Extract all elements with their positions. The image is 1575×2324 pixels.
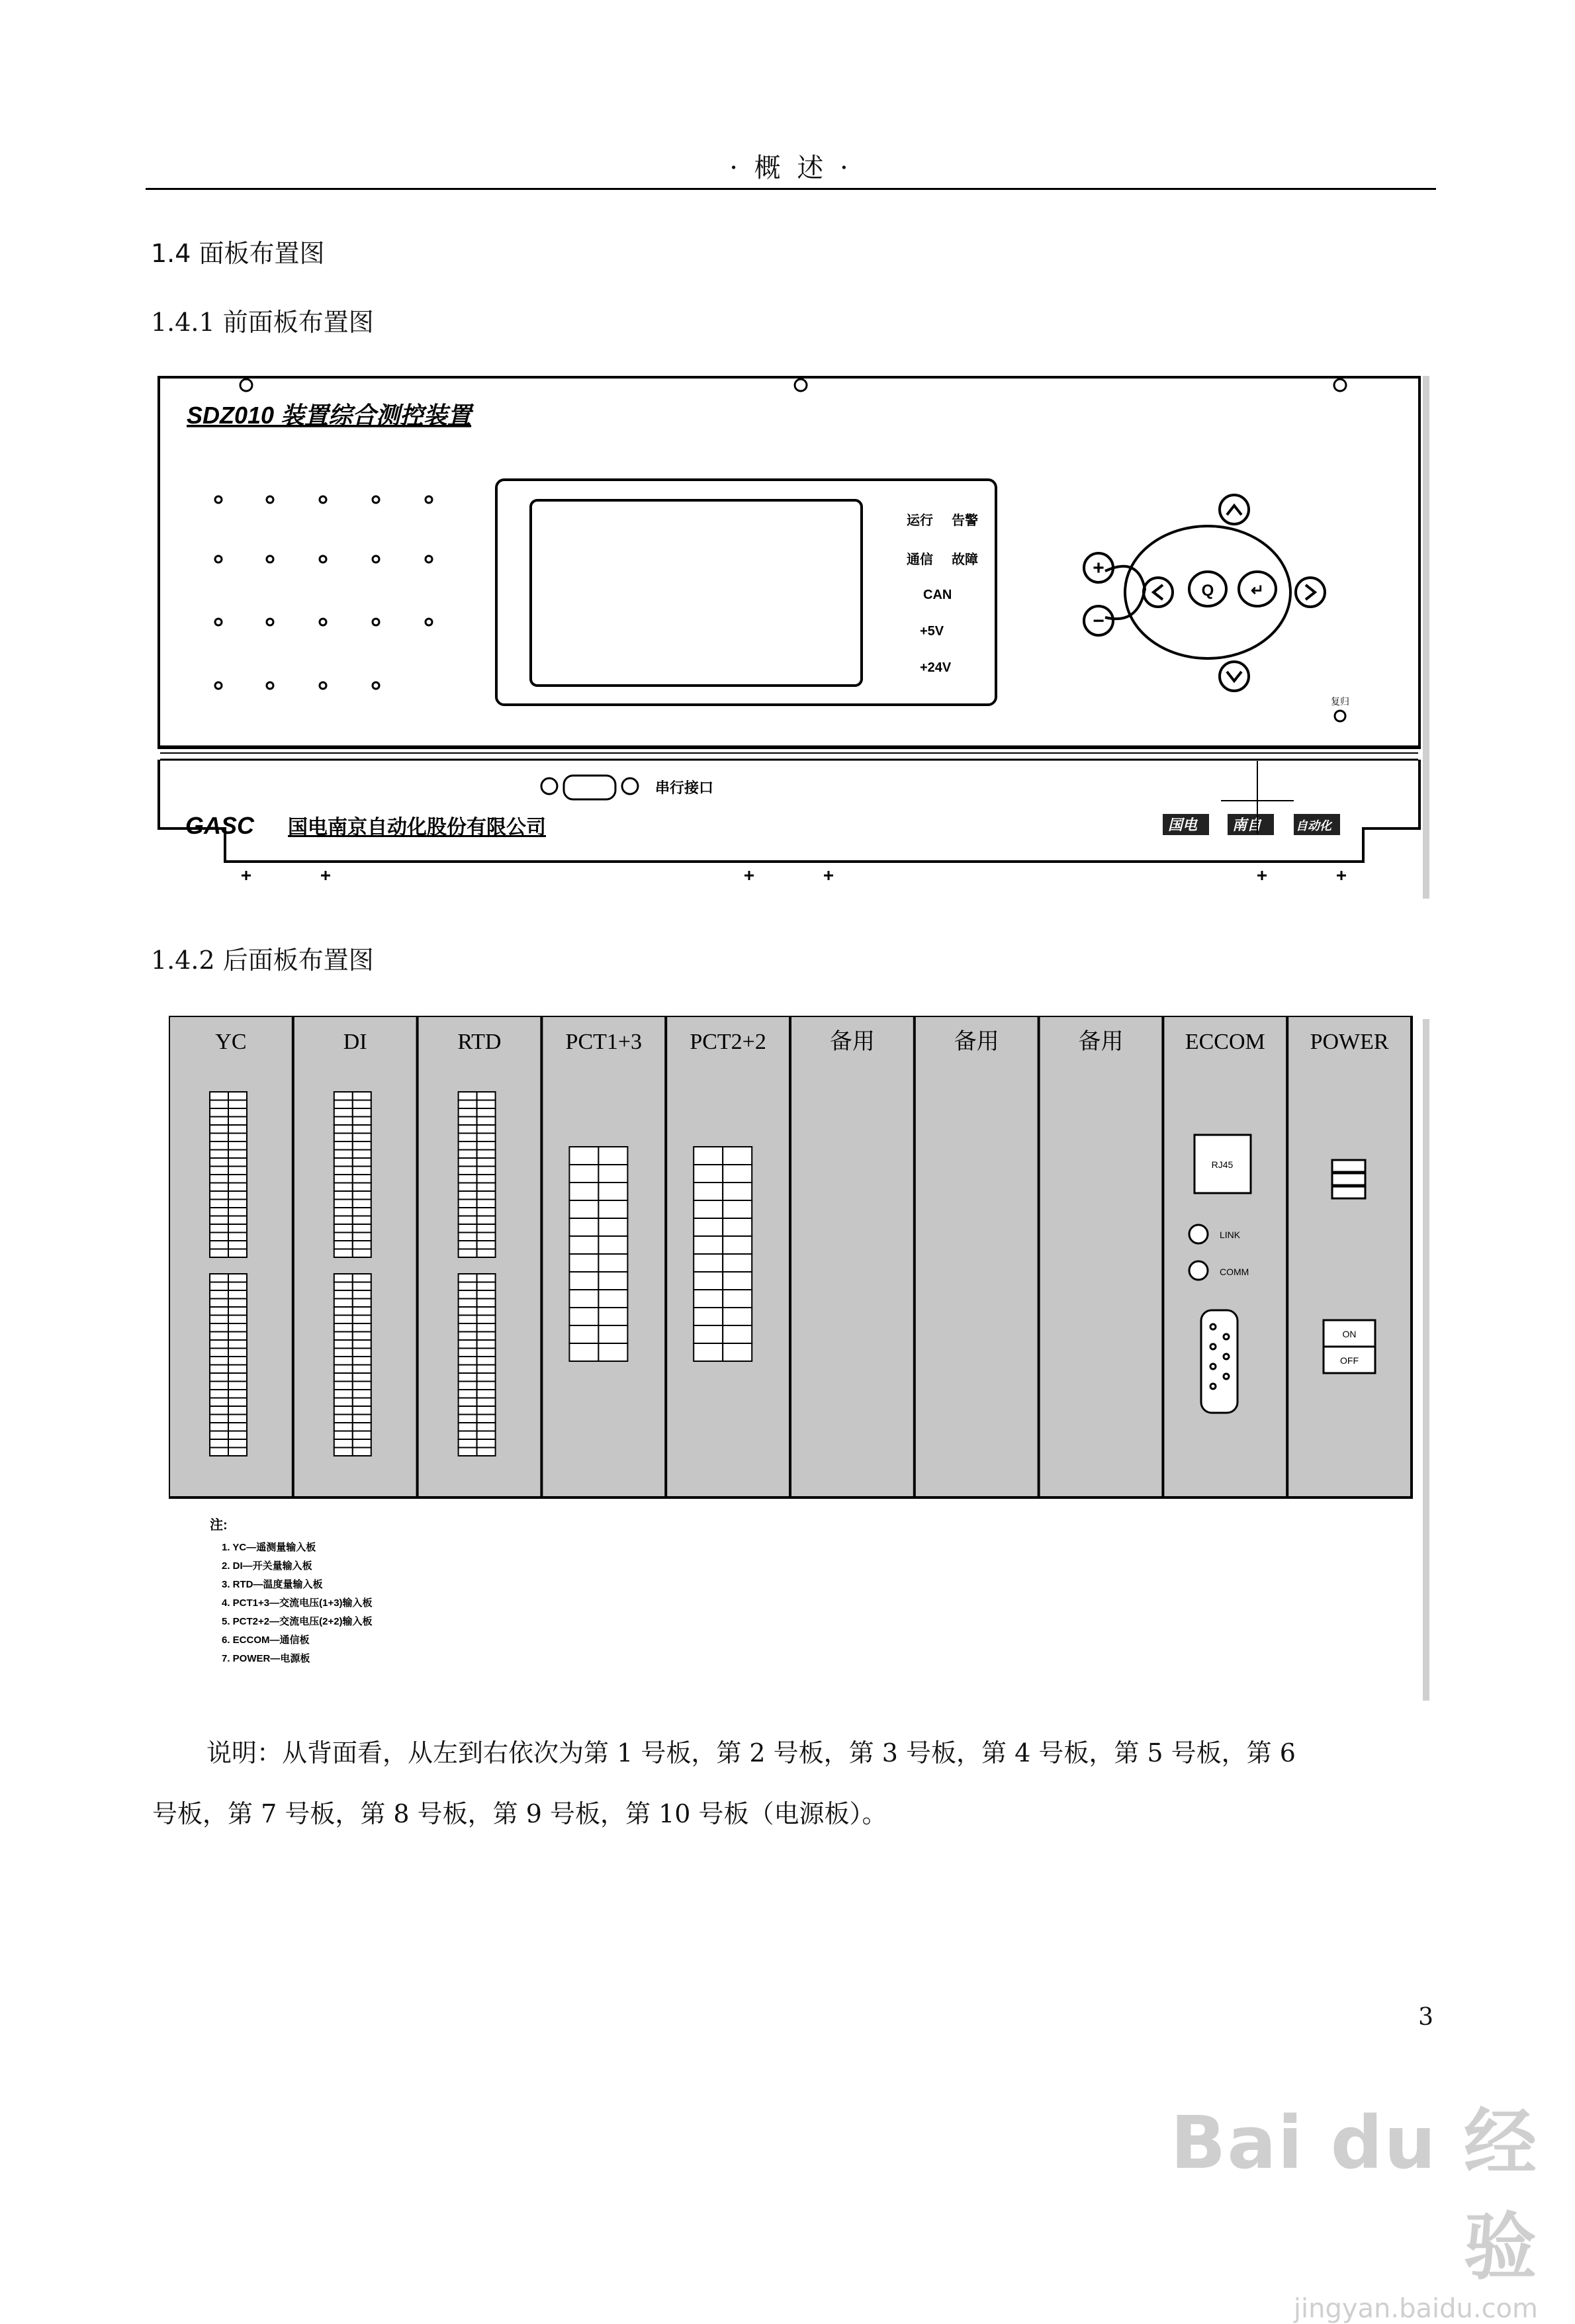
badge-2: 南自 (1232, 817, 1262, 833)
board-name-8: 备用 (1078, 1030, 1124, 1054)
note-3: 3. RTD—温度量输入板 (222, 1579, 323, 1590)
terminal-block (210, 1092, 247, 1257)
front-panel-subtitle: 1.4.1 前面板布置图 (151, 308, 374, 337)
db9-connector (1201, 1310, 1238, 1413)
watermark-url: jingyan.baidu.com (1293, 2294, 1538, 2324)
eccom-led-1 (1189, 1225, 1208, 1243)
rear-panel-subtitle: 1.4.2 后面板布置图 (151, 946, 374, 975)
power-on-label: ON (1342, 1329, 1357, 1339)
enter-key[interactable]: ↵ (1250, 582, 1265, 600)
board-name-10: POWER (1310, 1030, 1389, 1054)
reset-label: 复归 (1331, 696, 1349, 707)
bottom-screws (242, 871, 1346, 880)
note-4: 4. PCT1+3—交流电压(1+3)输入板 (222, 1597, 373, 1609)
terminal-block (459, 1274, 496, 1456)
company-logo: GASC (185, 812, 255, 839)
board-name-6: 备用 (829, 1030, 875, 1054)
description-line-2: 号板，第 7 号板，第 8 号板，第 9 号板，第 10 号板（电源板）。 (152, 1799, 887, 1828)
led-label-can: CAN (923, 588, 952, 602)
lcd-screen (531, 500, 862, 686)
badge-3: 自动化 (1296, 819, 1331, 832)
eccom-led1-label: LINK (1220, 1229, 1241, 1240)
q-key[interactable]: Q (1201, 582, 1214, 600)
rear-panel-diagram (169, 1016, 1433, 1704)
page-number: 3 (1418, 2004, 1433, 2031)
power-terminal (1332, 1160, 1365, 1198)
terminal-block (569, 1147, 627, 1361)
board-name-4: PCT1+3 (565, 1030, 643, 1054)
terminal-block (694, 1147, 752, 1361)
page-header: · 概 述 · (729, 153, 852, 183)
board-name-7: 备用 (954, 1030, 999, 1054)
section-title: 1.4 面板布置图 (151, 239, 325, 268)
terminal-block (334, 1274, 371, 1456)
eccom-led-2 (1189, 1261, 1208, 1280)
description-line-1: 说明：从背面看，从左到右依次为第 1 号板，第 2 号板，第 3 号板，第 4 号板，第 5 号板，第 6 (206, 1738, 1296, 1767)
com-port-label: 串行接口 (655, 780, 714, 796)
watermark-logo: Bai du 经验 (1170, 2100, 1538, 2290)
led-label-alarm: 告警 (952, 514, 978, 528)
board-name-1: YC (215, 1030, 247, 1054)
eccom-led2-label: COMM (1220, 1267, 1249, 1277)
note-1: 1. YC—遥测量输入板 (222, 1542, 316, 1553)
badge-1: 国电 (1168, 817, 1198, 833)
brand-badges (1163, 814, 1340, 835)
com-port (541, 776, 638, 799)
notes-title: 注: (210, 1518, 228, 1533)
plus-key[interactable]: + (1093, 557, 1104, 579)
board-name-3: RTD (457, 1030, 502, 1054)
header-rule (146, 188, 1436, 190)
led-label-24v: +24V (920, 660, 952, 675)
board-name-2: DI (343, 1030, 367, 1054)
terminal-block (459, 1092, 496, 1257)
lower-panel (159, 760, 1419, 862)
board-name-9: ECCOM (1185, 1030, 1265, 1054)
note-6: 6. ECCOM—通信板 (222, 1634, 310, 1646)
led-label-5v: +5V (920, 624, 944, 639)
led-label-comm: 通信 (907, 553, 933, 567)
terminal-block (210, 1274, 247, 1456)
note-7: 7. POWER—电源板 (222, 1653, 310, 1664)
rj45-label: RJ45 (1211, 1159, 1234, 1170)
baidu-watermark (1141, 2084, 1538, 2324)
note-5: 5. PCT2+2—交流电压(2+2)输入板 (222, 1616, 373, 1627)
model-title: SDZ010 装置综合测控装置 (187, 402, 472, 429)
board-name-5: PCT2+2 (690, 1030, 766, 1054)
led-label-fault: 故障 (952, 553, 978, 567)
led-label-run: 运行 (907, 514, 933, 528)
terminal-block (334, 1092, 371, 1257)
note-2: 2. DI—开关量输入板 (222, 1560, 312, 1572)
power-off-label: OFF (1340, 1355, 1359, 1366)
company-name: 国电南京自动化股份有限公司 (288, 817, 546, 838)
front-panel-diagram (152, 371, 1436, 913)
minus-key[interactable]: − (1093, 610, 1104, 632)
